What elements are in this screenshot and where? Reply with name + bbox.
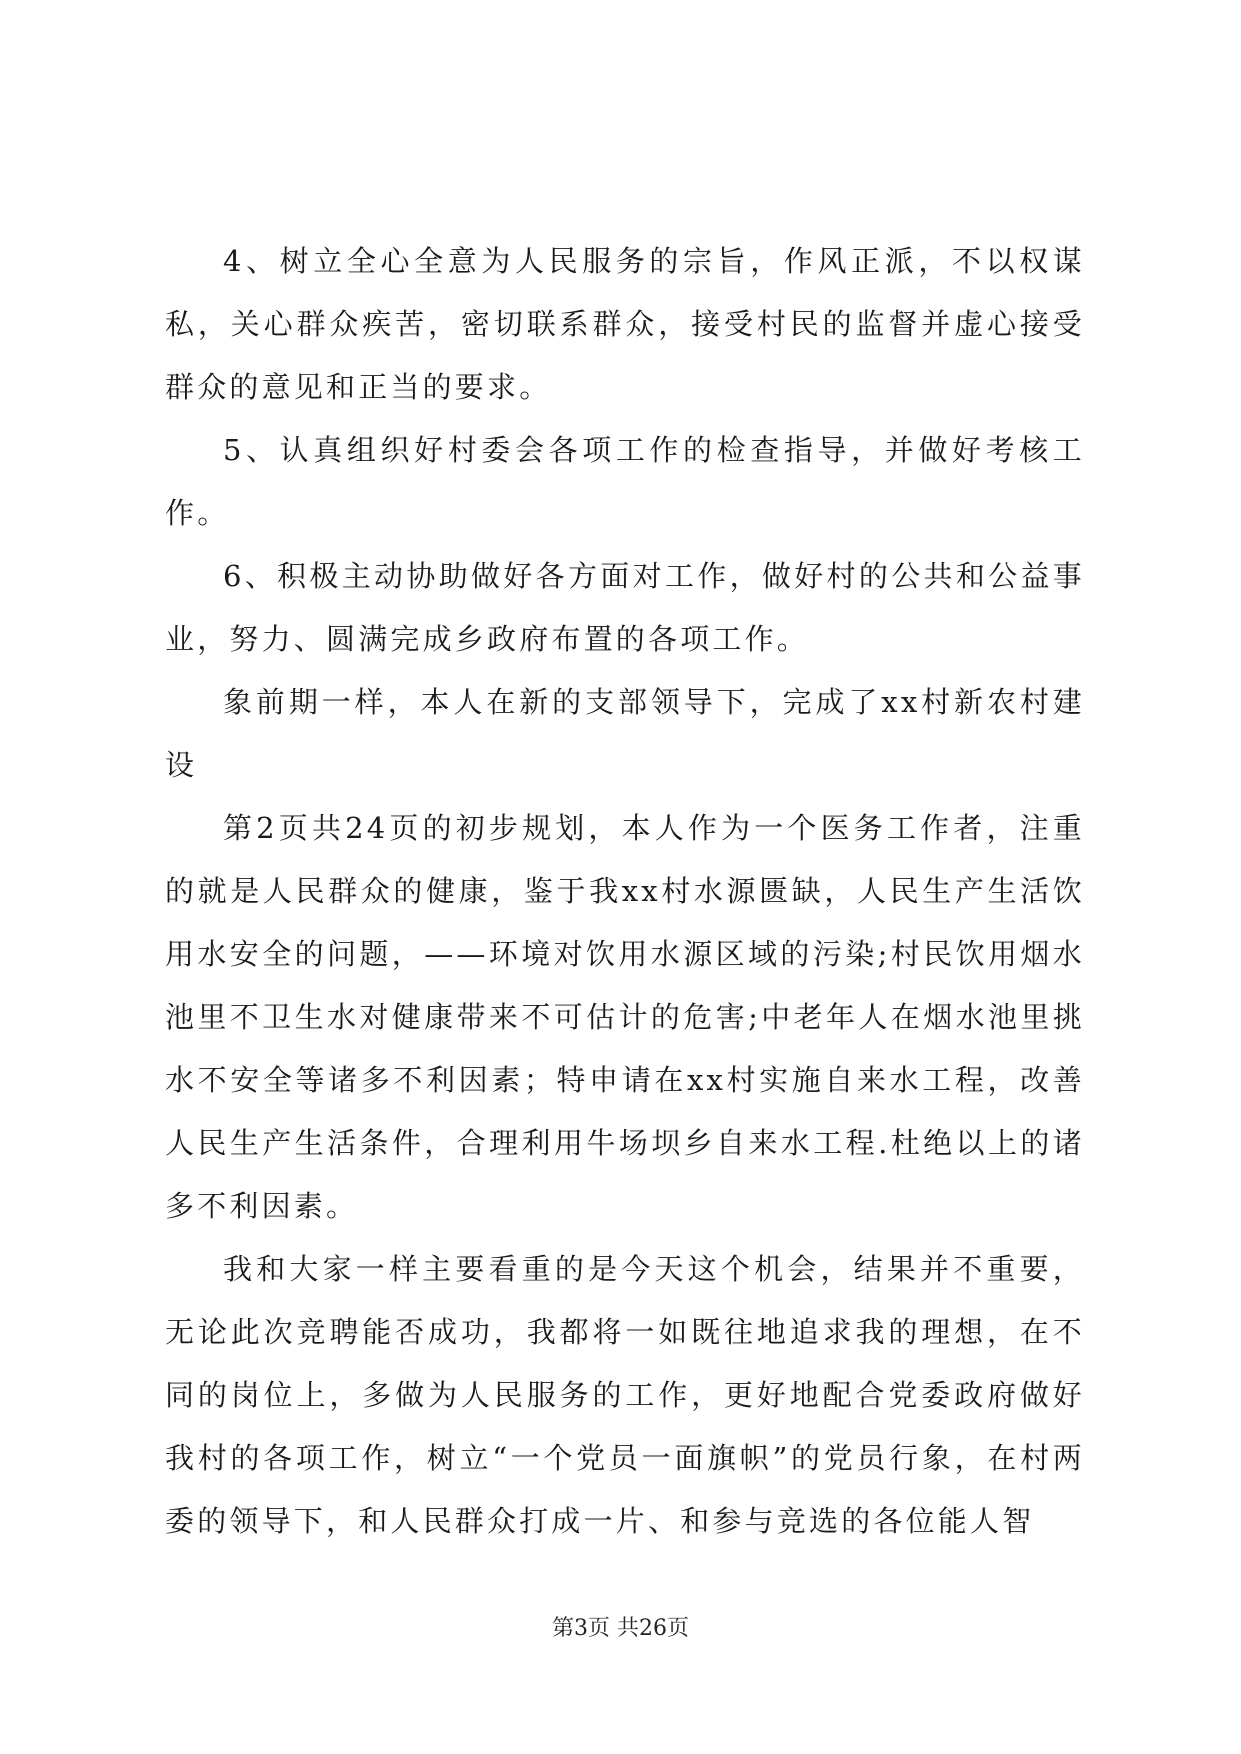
page-footer: 第3页 共26页 xyxy=(552,1616,689,1641)
paragraph-new-village: 象前期一样，本人在新的支部领导下，完成了xx村新农村建设 xyxy=(165,685,1085,782)
paragraph-closing: 我和大家一样主要看重的是今天这个机会，结果并不重要，无论此次竞聘能否成功，我都将一如既往地追求我的理想，在不同的岗位上，多做为人民服务的工作，更好地配合党委政府做好我村的各项工作，树立“一个党员一面旗帜”的党员行象，在村两委的领导下，和人民群众打成一片、和参与竞选的各位能人智 xyxy=(165,1252,1085,1538)
document-body xyxy=(165,230,1085,1553)
paragraph-water-project: 第2页共24页的初步规划，本人作为一个医务工作者，注重的就是人民群众的健康，鉴于我xx村水源匮缺，人民生产生活饮用水安全的问题，——环境对饮用水源区域的污染;村民饮用烟水池里不卫生水对健康带来不可估计的危害;中老年人在烟水池里挑水不安全等诸多不利因素；特申请在xx村实施自来水工程，改善人民生产生活条件，合理利用牛场坝乡自来水工程.杜绝以上的诸多不利因素。 xyxy=(165,811,1085,1223)
paragraph-item-5: 5、认真组织好村委会各项工作的检查指导，并做好考核工作。 xyxy=(165,433,1085,530)
paragraph-item-6: 6、积极主动协助做好各方面对工作，做好村的公共和公益事业，努力、圆满完成乡政府布置的各项工作。 xyxy=(165,559,1085,656)
paragraph-item-4: 4、树立全心全意为人民服务的宗旨，作风正派，不以权谋私，关心群众疾苦，密切联系群众，接受村民的监督并虚心接受群众的意见和正当的要求。 xyxy=(165,244,1085,404)
